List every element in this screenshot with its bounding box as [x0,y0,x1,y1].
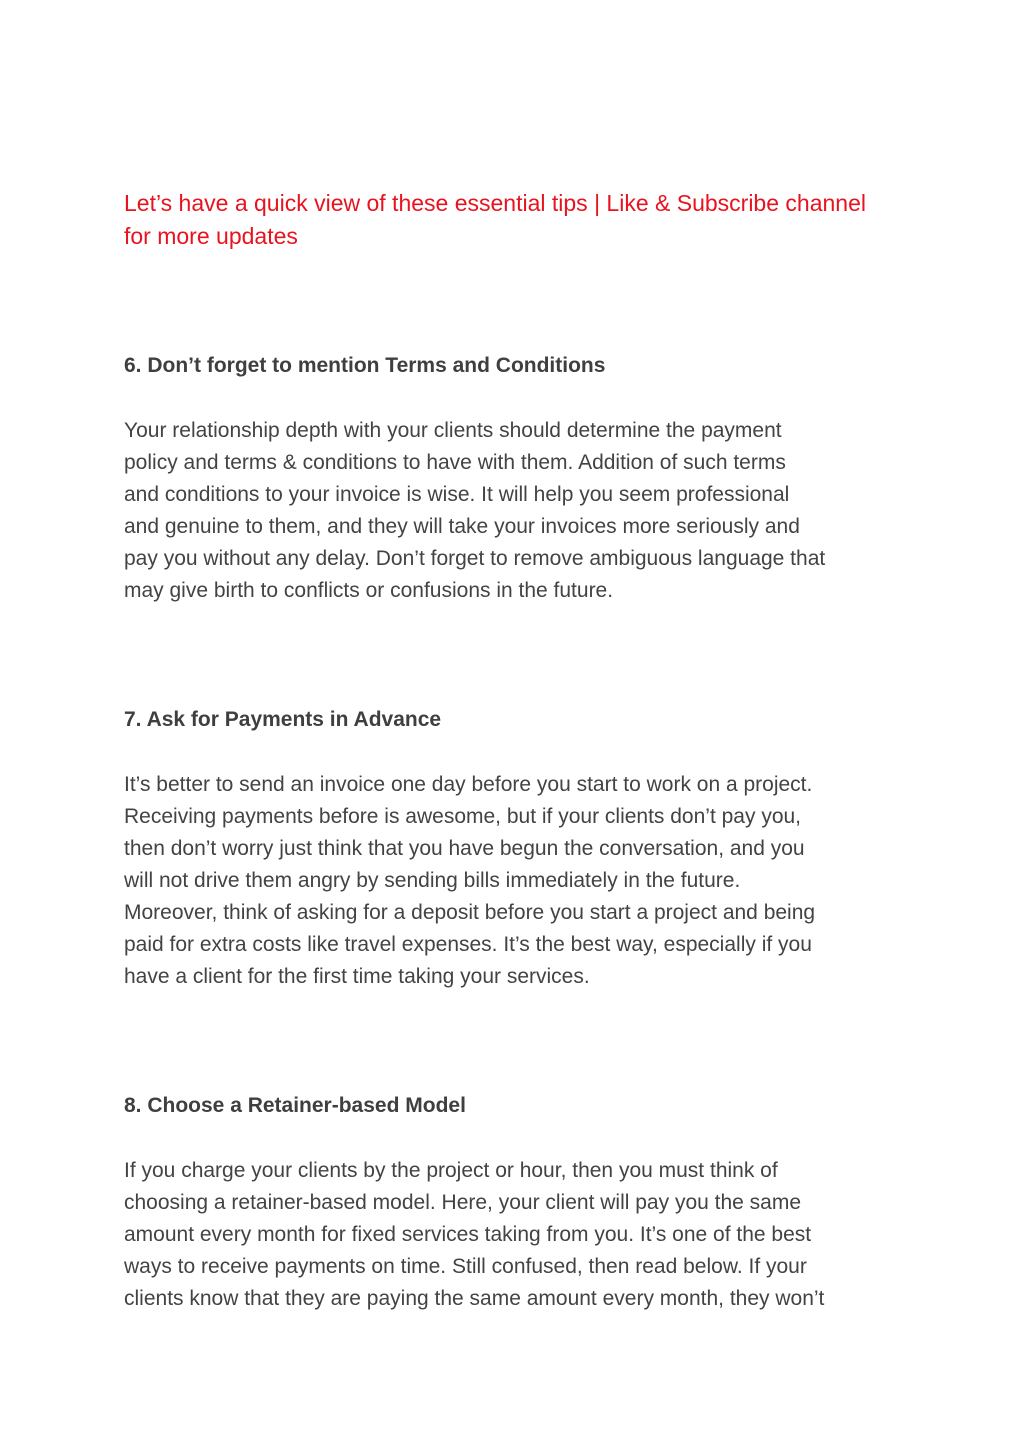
paragraph-line: paid for extra costs like travel expenses. It’s the best way, especially if you [124,933,812,956]
paragraph-line: Your relationship depth with your clients should determine the payment [124,419,782,442]
section-paragraph-6 [124,415,904,607]
paragraph-line: amount every month for fixed services taking from you. It’s one of the best [124,1223,812,1246]
section-heading-6: 6. Don’t forget to mention Terms and Conditions [124,354,606,377]
section-paragraph-8 [124,1155,904,1315]
paragraph-line: Moreover, think of asking for a deposit before you start a project and being [124,901,816,924]
subscribe-link-line[interactable]: Let’s have a quick view of these essential tips | Like & Subscribe channel [124,190,866,216]
subscribe-link[interactable] [124,187,904,253]
paragraph-line: policy and terms & conditions to have with them. Addition of such terms [124,451,786,474]
paragraph-line: choosing a retainer-based model. Here, your client will pay you the same [124,1191,802,1214]
subscribe-link-line[interactable]: for more updates [124,223,298,249]
paragraph-line: then don’t worry just think that you have begun the conversation, and you [124,837,805,860]
paragraph-line: and genuine to them, and they will take your invoices more seriously and [124,515,800,538]
paragraph-line: have a client for the first time taking your services. [124,965,590,988]
paragraph-line: clients know that they are paying the same amount every month, they won’t [124,1287,825,1310]
section-heading-7: 7. Ask for Payments in Advance [124,708,442,731]
paragraph-line: and conditions to your invoice is wise. It will help you seem professional [124,483,790,506]
paragraph-line: will not drive them angry by sending bills immediately in the future. [124,869,741,892]
paragraph-line: pay you without any delay. Don’t forget to remove ambiguous language that [124,547,826,570]
paragraph-line: It’s better to send an invoice one day before you start to work on a project. [124,773,813,796]
paragraph-line: ways to receive payments on time. Still confused, then read below. If your [124,1255,807,1278]
section-heading-8: 8. Choose a Retainer-based Model [124,1094,466,1117]
paragraph-line: may give birth to conflicts or confusions in the future. [124,579,614,602]
paragraph-line: If you charge your clients by the project or hour, then you must think of [124,1159,778,1182]
paragraph-line: Receiving payments before is awesome, but if your clients don’t pay you, [124,805,802,828]
section-paragraph-7 [124,769,904,993]
